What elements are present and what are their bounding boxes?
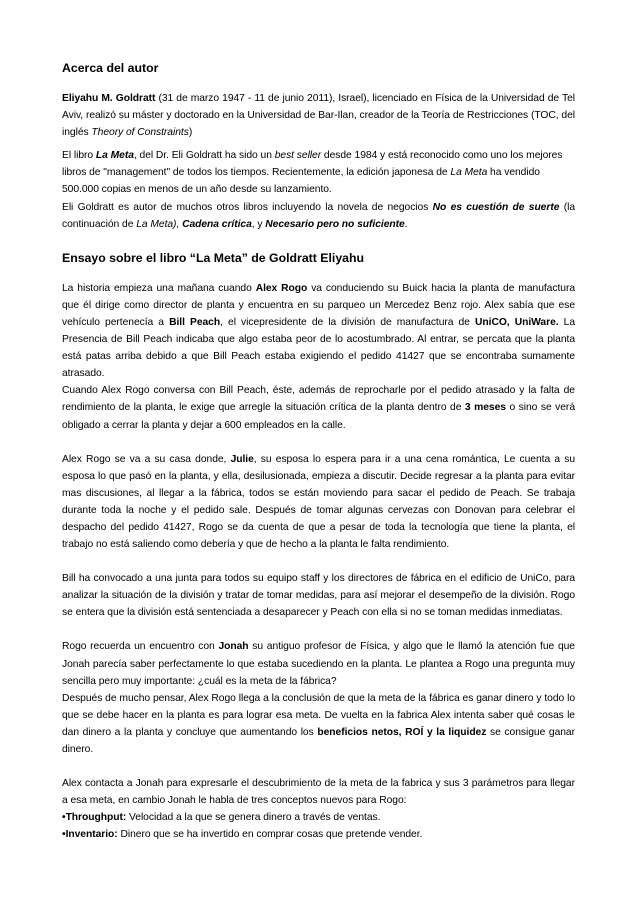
document-page: [62, 60, 575, 843]
essay-paragraph-5: Rogo recuerda un encuentro con Jonah su antiguo profesor de Física, y algo que le llamó la atención fue que Jonah parecía saber perfectamente lo que estaba sucediendo en la planta. Le plantea a Rogo una pregunta muy sencilla pero muy importante: ¿cuál es la meta de la fábrica? Después de mucho pensar, Alex Rogo llega a la conclusión de que la meta de la fábrica es ganar dinero y todo lo que se debe hacer en la planta es para lograr esa meta. De vuelta en la fabrica Alex intenta saber qué cosas le dan dinero a la planta y concluye que aumentando los beneficios netos, ROÍ y la liquidez se consigue ganar dinero.: [62, 641, 575, 755]
author-name: Eliyahu M. Goldratt: [62, 93, 156, 104]
author-bio-paragraph: Eliyahu M. Goldratt (31 de marzo 1947 - 11 de junio 2011), Israel), licenciado en Física de la Universidad de Tel Aviv, realizó su máster y doctorado en la Universidad de Bar-Ilan, creador de la Teoría de Restricciones (TOC, del inglés Theory of Constraints): [62, 93, 575, 139]
other-books-paragraph: Eli Goldratt es autor de muchos otros libros incluyendo la novela de negocios No es cuestión de suerte (la continuación de La Meta), Cadena crítica, y Necesario pero no suficiente.: [62, 201, 575, 230]
essay-paragraph-1: La historia empieza una mañana cuando Alex Rogo va conduciendo su Buick hacia la planta de manufactura que él dirige como director de planta y encuentra en su parqueo un Mercedez Benz rojo. Alex sabía que ese vehículo pertenecía a Bill Peach, el vicepresidente de la división de manufactura de UniCO, UniWare. La Presencia de Bill Peach indicaba que algo estaba peor de lo acostumbrado. Al entrar, se percata que la planta está patas arriba debido a que Bill Peach estaba exigiendo el pedido 41427 que se encontraba sumamente atrasado.: [62, 282, 576, 380]
essay-paragraph-2: Cuando Alex Rogo conversa con Bill Peach, éste, además de reprocharle por el pedido atrasado y la falta de rendimiento de la planta, le exige que arregle la situación crítica de la planta dentro de 3 meses o sino se verá obligado a cerrar la planta y dejar a 600 empleados en la calle.: [62, 385, 575, 431]
essay-heading: Ensayo sobre el libro “La Meta” de Goldratt Eliyahu: [62, 250, 365, 265]
bullet-icon: •: [62, 829, 66, 841]
about-heading: Acerca del autor: [62, 61, 159, 75]
list-item: •Throughput: Velocidad a la que se genera dinero a través de ventas.: [62, 812, 381, 824]
list-item: •Inventario: Dinero que se ha invertido en comprar cosas que pretende vender.: [62, 829, 423, 841]
essay-paragraph-4: Bill ha convocado a una junta para todos su equipo staff y los directores de fábrica en el edificio de UniCo, para analizar la situación de la división y tratar de tomar medidas, para así mejorar el desempeño de la división. Rogo se entera que la división está sentenciada a desaparecer y Peach con ella si no se toman medidas inmediatas.: [62, 573, 575, 619]
book-paragraph: El libro La Meta, del Dr. Eli Goldratt ha sido un best seller desde 1984 y está reconocido como uno los mejores libros de "management" de todos los tiempos. Recientemente, la edición japonesa de La Meta ha vendido 500.000 copias en menos de un año desde su lanzamiento.: [62, 150, 563, 196]
essay-paragraph-3: Alex Rogo se va a su casa donde, Julie, su esposa lo espera para ir a una cena romántica, Le cuenta a su esposa lo que pasó en la planta, y ella, desilusionada, empieza a discutir. Decide regresar a la planta para evitar mas discusiones, al llegar a la fábrica, todos se están moviendo para sacar el pedido de Peach. Se trabaja durante toda la noche y el pedido sale. Después de tomar algunas cervezas con Donovan para celebrar el despacho del pedido 41427, Rogo se da cuenta de que a pesar de toda la tecnología que tiene la planta, el trabajo no está saliendo como debería y que de hecho a la planta le falta rendimiento.: [62, 453, 575, 551]
bullet-icon: •: [62, 812, 66, 824]
essay-paragraph-6: Alex contacta a Jonah para expresarle el descubrimiento de la meta de la fabrica y sus 3 parámetros para llegar a esa meta, en cambio Jonah le habla de tres conceptos nuevos para Rogo:: [62, 778, 575, 807]
book-title: La Meta: [95, 150, 134, 162]
